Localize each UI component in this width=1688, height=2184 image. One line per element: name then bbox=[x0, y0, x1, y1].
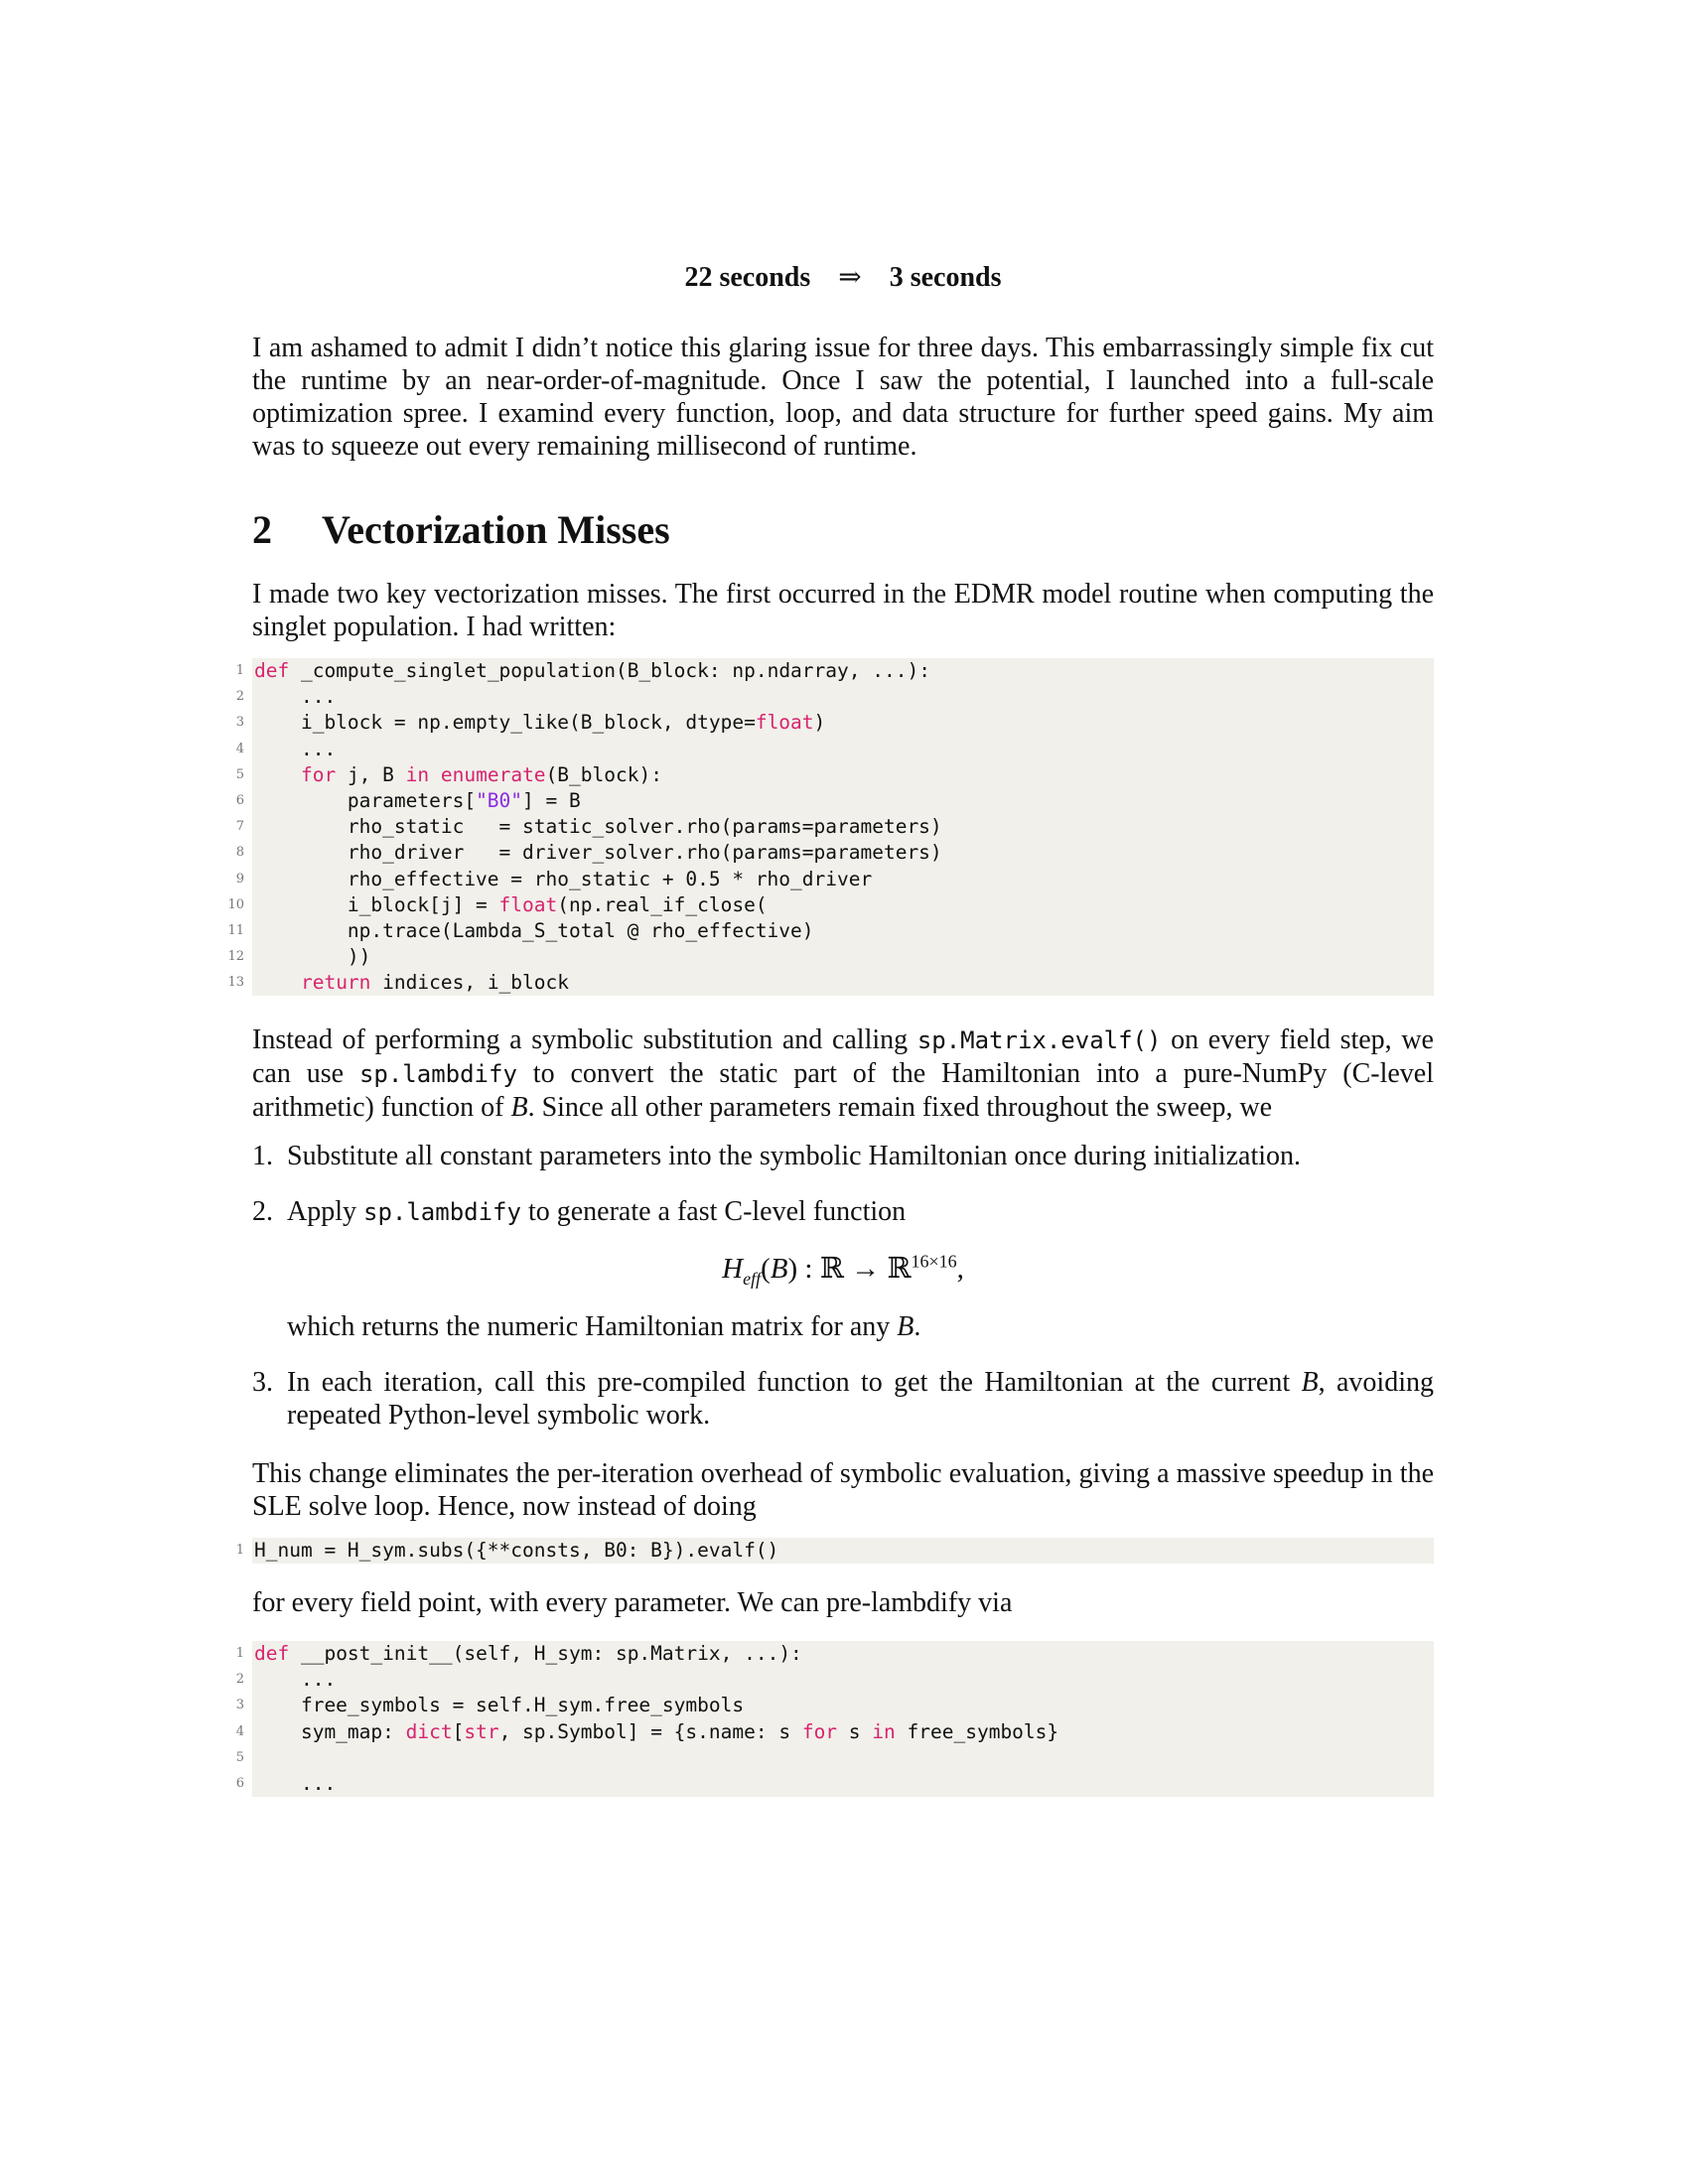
change-paragraph: This change eliminates the per-iteration overhead of symbolic evaluation, giving a massive speedup in the SLE solve loop. Hence, now instead of doing bbox=[252, 1458, 1434, 1522]
code-line: 11 np.trace(Lambda_S_total @ rho_effective) bbox=[227, 918, 814, 942]
code-line: 8 rho_driver = driver_solver.rho(params=parameters) bbox=[235, 841, 942, 865]
code-line: 5 for j, B in enumerate(B_block): bbox=[235, 762, 662, 786]
list-item: 2. Apply sp.lambdify to generate a fast C-level function bbox=[252, 1196, 907, 1227]
code-line: 4 ... bbox=[235, 737, 337, 760]
code-line: 1 H_num = H_sym.subs({**consts, B0: B}).evalf() bbox=[235, 1539, 779, 1562]
intro-paragraph: I am ashamed to admit I didn’t notice this glaring issue for three days. This embarrassingly simple fix cut the runtime by an near-order-of-magnitude. Once I saw the potential, I launched into a full-scale optimization spree. I examind every function, loop, and data structure for further speed gains. My aim was to squeeze out every remaining millisecond of runtime. bbox=[252, 333, 1434, 462]
timing-before: 22 seconds bbox=[684, 262, 811, 293]
list-item: 1. Substitute all constant parameters into the symbolic Hamiltonian once during initialization. bbox=[252, 1141, 1302, 1171]
inline-code: sp.lambdify bbox=[358, 1060, 517, 1088]
implies-arrow: ⇒ bbox=[838, 262, 862, 293]
timing-after: 3 seconds bbox=[889, 262, 1002, 293]
code-line: 1 def __post_init__(self, H_sym: sp.Matrix, ...): bbox=[235, 1642, 802, 1665]
list-item: which returns the numeric Hamiltonian matrix for any B. bbox=[287, 1311, 921, 1342]
code-line: 7 rho_static = static_solver.rho(params=parameters) bbox=[235, 815, 942, 839]
section-number: 2 bbox=[252, 507, 272, 552]
code-block-post-init bbox=[235, 1641, 1434, 1797]
code-line: 3 i_block = np.empty_like(B_block, dtype=float) bbox=[235, 711, 826, 735]
math-equation: $H_{eff}(B)$ : ℝ → ℝ$^{16\times 16}$, bbox=[722, 1251, 964, 1289]
timing-comparison bbox=[252, 260, 1434, 294]
code-line: 6 ... bbox=[235, 1771, 337, 1795]
code-line: 12 )) bbox=[227, 945, 371, 969]
code-block-subs bbox=[235, 1538, 1434, 1564]
explain-paragraph: Instead of performing a symbolic substitution and calling sp.Matrix.evalf() on every field step, we can use sp.lambdify to convert the static part of the Hamiltonian into a pure-NumPy (C-level arithmetic) function of B. Since all other parameters remain fixed throughout the sweep, we bbox=[252, 1024, 1434, 1123]
code-line: 2 ... bbox=[235, 1668, 337, 1692]
code-line: 4 sym_map: dict[str, sp.Symbol] = {s.name: s for s in free_symbols} bbox=[235, 1719, 1059, 1743]
code-line: 5 bbox=[235, 1749, 244, 1765]
code-line: 13 return indices, i_block bbox=[227, 971, 570, 995]
field-paragraph: for every field point, with every parameter. We can pre-lambdify via bbox=[252, 1587, 1013, 1618]
code-line: 2 ... bbox=[235, 685, 337, 709]
list-item: 3. In each iteration, call this pre-compiled function to get the Hamiltonian at the current B, avoiding repeated Python-level symbolic work. bbox=[252, 1367, 1434, 1431]
section-title: Vectorization Misses bbox=[322, 507, 670, 552]
inline-code: sp.Matrix.evalf() bbox=[916, 1026, 1162, 1054]
code-line: 6 parameters["B0"] = B bbox=[235, 788, 581, 812]
inline-code: sp.lambdify bbox=[363, 1198, 521, 1226]
code-line: 1 def _compute_singlet_population(B_block: np.ndarray, ...): bbox=[235, 659, 930, 682]
section-intro-paragraph: I made two key vectorization misses. The first occurred in the EDMR model routine when computing the singlet population. I had written: bbox=[252, 579, 1434, 642]
code-line: 3 free_symbols = self.H_sym.free_symbols bbox=[235, 1694, 745, 1717]
code-line: 10 i_block[j] = float(np.real_if_close( bbox=[227, 892, 768, 916]
code-block-singlet bbox=[227, 658, 1434, 996]
section-heading bbox=[252, 506, 670, 553]
code-line: 9 rho_effective = rho_static + 0.5 * rho_driver bbox=[235, 867, 873, 890]
